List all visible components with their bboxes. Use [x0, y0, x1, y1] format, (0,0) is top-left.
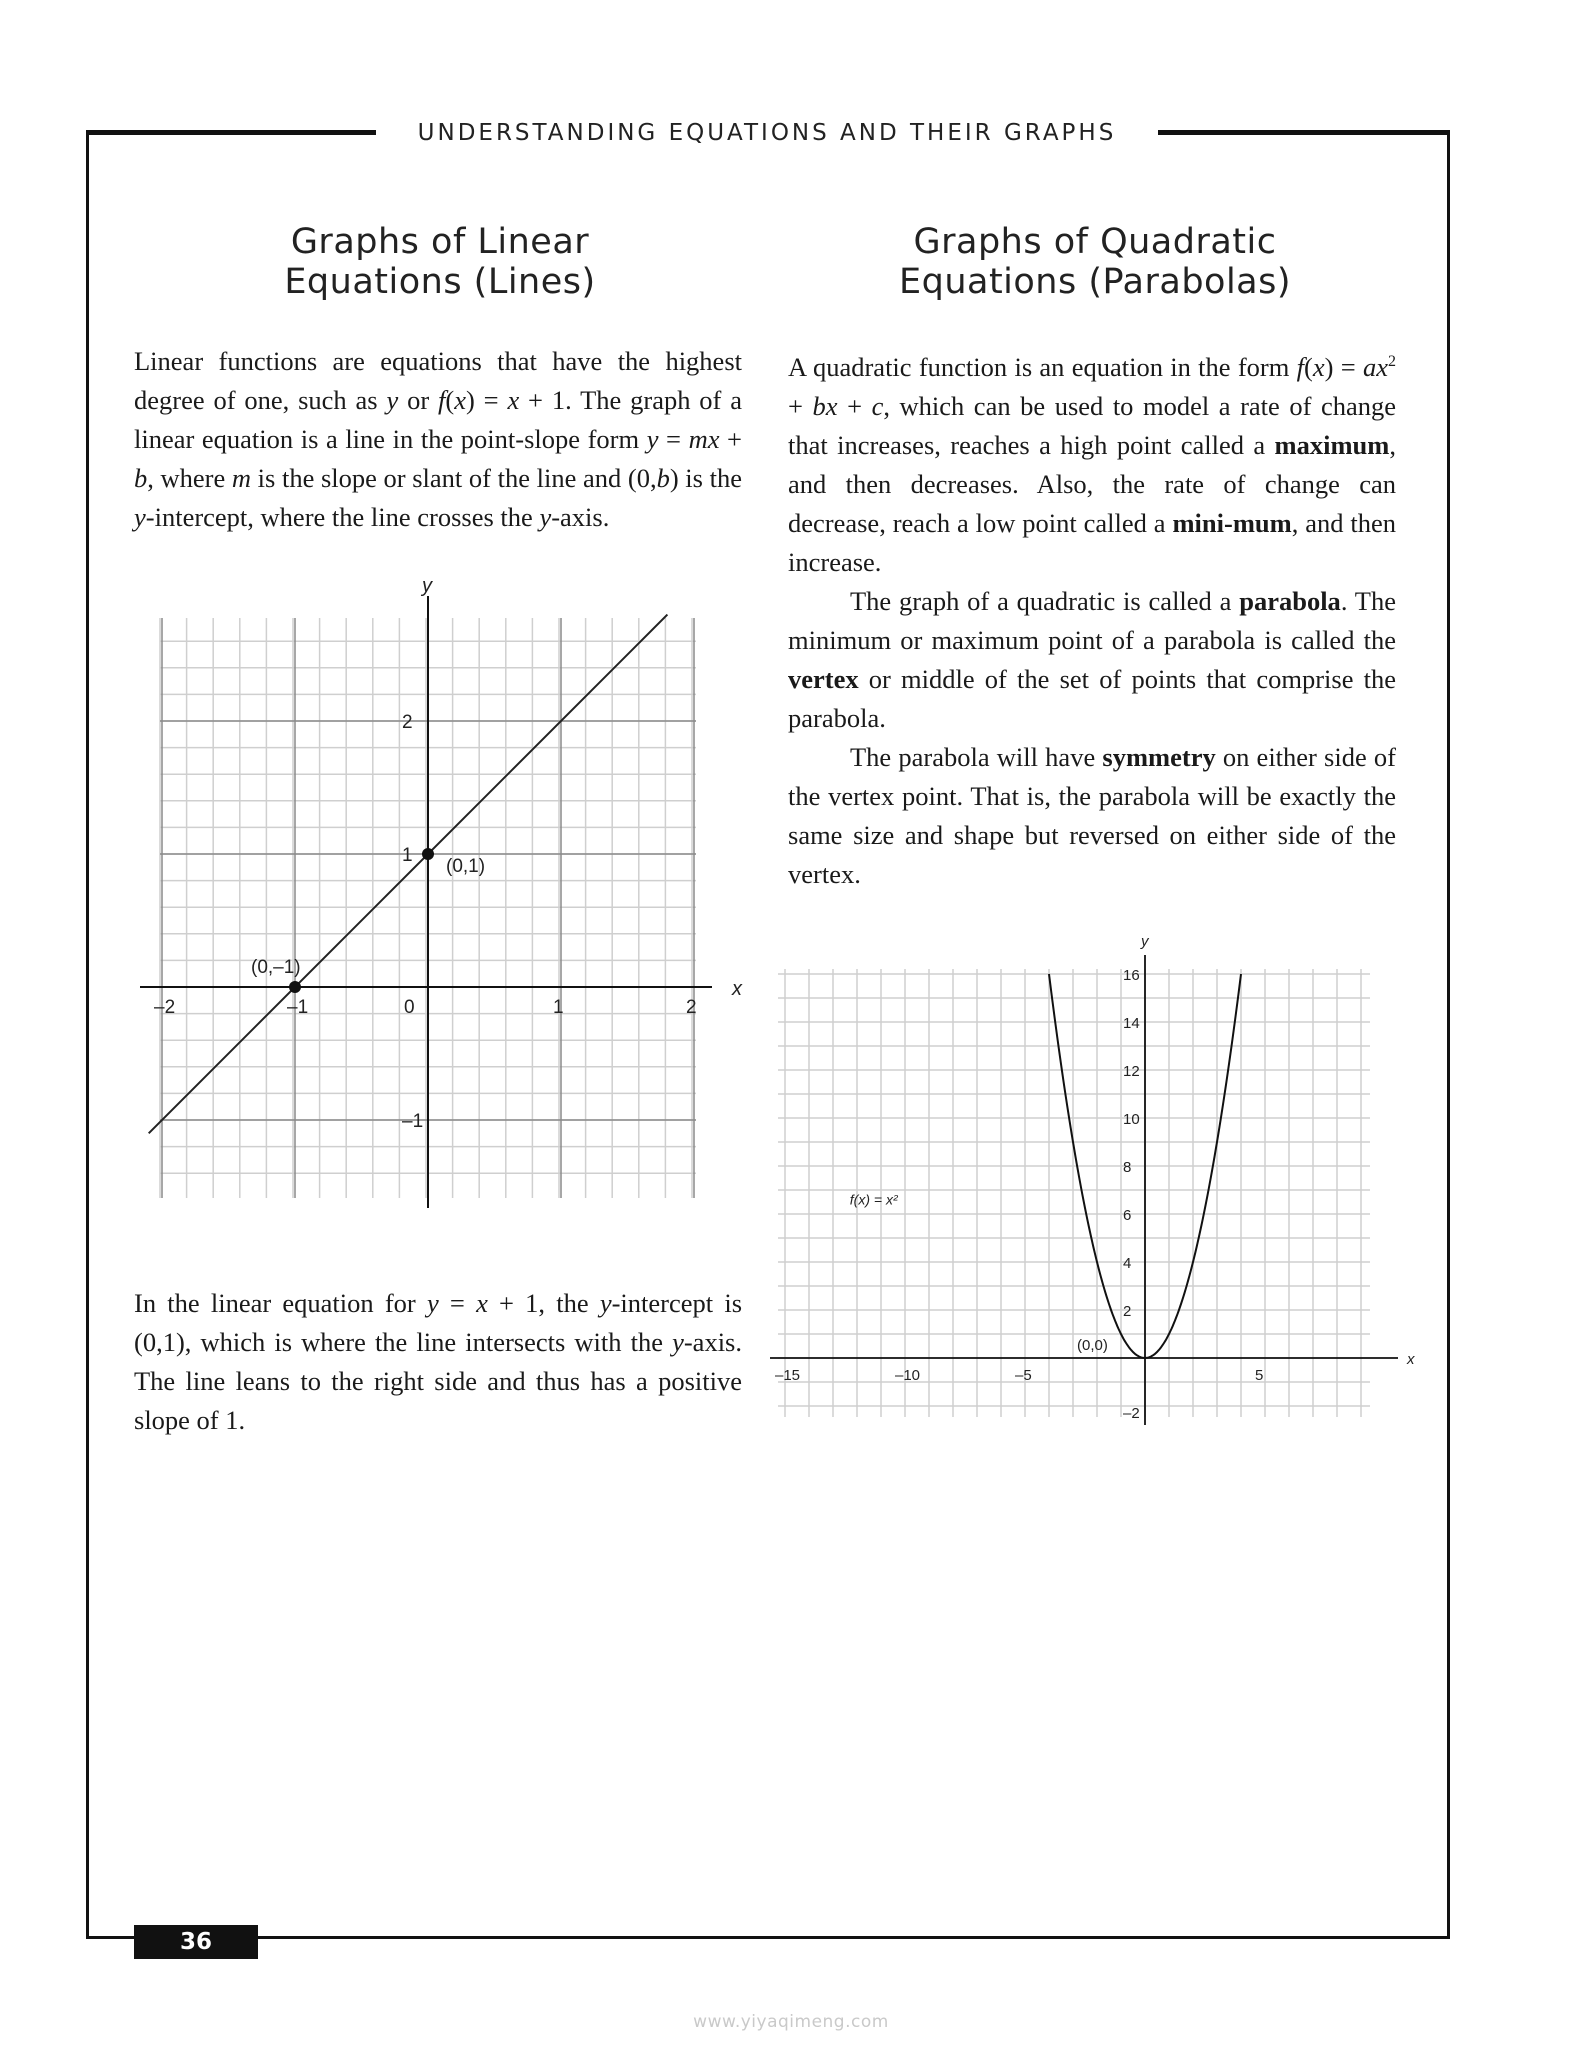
y-axis-label: y: [1141, 933, 1149, 950]
x-tick-label: 5: [1255, 1367, 1264, 1384]
y-tick-label: 12: [1123, 1063, 1140, 1080]
x-tick-label: –5: [1015, 1367, 1032, 1384]
y-tick-label: 1: [402, 845, 413, 866]
frame-top-rule-left: [86, 130, 376, 135]
frame-left-rule: [86, 132, 89, 1939]
x-axis-label: x: [1407, 1351, 1415, 1368]
x-tick-label: 1: [553, 997, 564, 1018]
left-title-line-2: Equations (Lines): [284, 262, 596, 302]
right-section-title: [820, 222, 1370, 302]
vertex-label: (0,0): [1077, 1337, 1108, 1354]
linear-graph: [140, 575, 760, 1220]
parabola-graph: [770, 925, 1420, 1445]
function-annotation: f(x) = x²: [849, 1191, 898, 1208]
frame-bottom-rule: [86, 1936, 1450, 1939]
page-number: 36: [134, 1925, 258, 1959]
x-tick-label: 0: [404, 997, 415, 1018]
y-tick-label: –1: [402, 1111, 424, 1132]
y-tick-label: 6: [1123, 1207, 1132, 1224]
y-tick-label: 2: [1123, 1303, 1132, 1320]
point-0-1: [422, 848, 434, 860]
linear-series-line: [149, 615, 668, 1134]
y-tick-label: 14: [1123, 1015, 1140, 1032]
right-title-line-2: Equations (Parabolas): [898, 262, 1292, 302]
y-tick-label: –2: [1123, 1405, 1140, 1422]
x-tick-label: –1: [287, 997, 309, 1018]
y-axis-label: y: [422, 575, 432, 597]
y-tick-label: 10: [1123, 1111, 1140, 1128]
y-tick-label: 16: [1123, 967, 1140, 984]
linear-example-paragraph: In the linear equation for y = x + 1, the y-intercept is (0,1), which is where the line intersects with the y-axis. The line leans to the right side and thus has a positive slope of 1.: [134, 1288, 743, 1435]
y-tick-label: 8: [1123, 1159, 1132, 1176]
x-tick-label: –15: [775, 1367, 801, 1384]
left-section-title: [180, 222, 700, 302]
quadratic-paragraph: A quadratic function is an equation in the form $f(x) = ax^2$ + bx + c, which can be used to model a rate of change that increases, reaches a high point called a maximum, and then decreases. Also, the rate of change can decrease, reach a low point called a mini-mum, and then increase. The graph of a quadratic is called a parabola. The minimum or maximum point of a parabola is called the vertex or middle of the set of points that comprise the parabola. The parabola will have symmetry on either side of the vertex point. That is, the parabola will be exactly the same size and shape but reversed on either side of the vertex.: [788, 351, 1396, 889]
x-tick-label: –10: [895, 1367, 921, 1384]
left-title-line-1: Graphs of Linear: [290, 222, 590, 262]
point-label-neg1: (0,–1): [251, 957, 301, 978]
running-head: UNDERSTANDING EQUATIONS AND THEIR GRAPHS: [417, 120, 1117, 146]
y-tick-label: 2: [402, 712, 413, 733]
frame-top-rule-right: [1158, 130, 1450, 135]
linear-intro-paragraph: Linear functions are equations that have the highest degree of one, such as y or f(x) = x + 1. The graph of a linear equation is a line in the point-slope form y = mx + b, where m is the slope or slant of the line and (0,b) is the y-intercept, where the line crosses the y-axis.: [134, 346, 742, 532]
x-tick-label: 2: [686, 997, 697, 1018]
point-neg1-0: [289, 981, 301, 993]
x-tick-label: –2: [154, 997, 176, 1018]
watermark: www.yiyaqimeng.com: [693, 2012, 889, 2032]
point-label-0-1: (0,1): [446, 856, 486, 877]
x-axis-label: x: [732, 978, 742, 1000]
frame-right-rule: [1447, 132, 1450, 1939]
y-tick-label: 4: [1123, 1255, 1132, 1272]
right-title-line-1: Graphs of Quadratic: [913, 222, 1277, 262]
